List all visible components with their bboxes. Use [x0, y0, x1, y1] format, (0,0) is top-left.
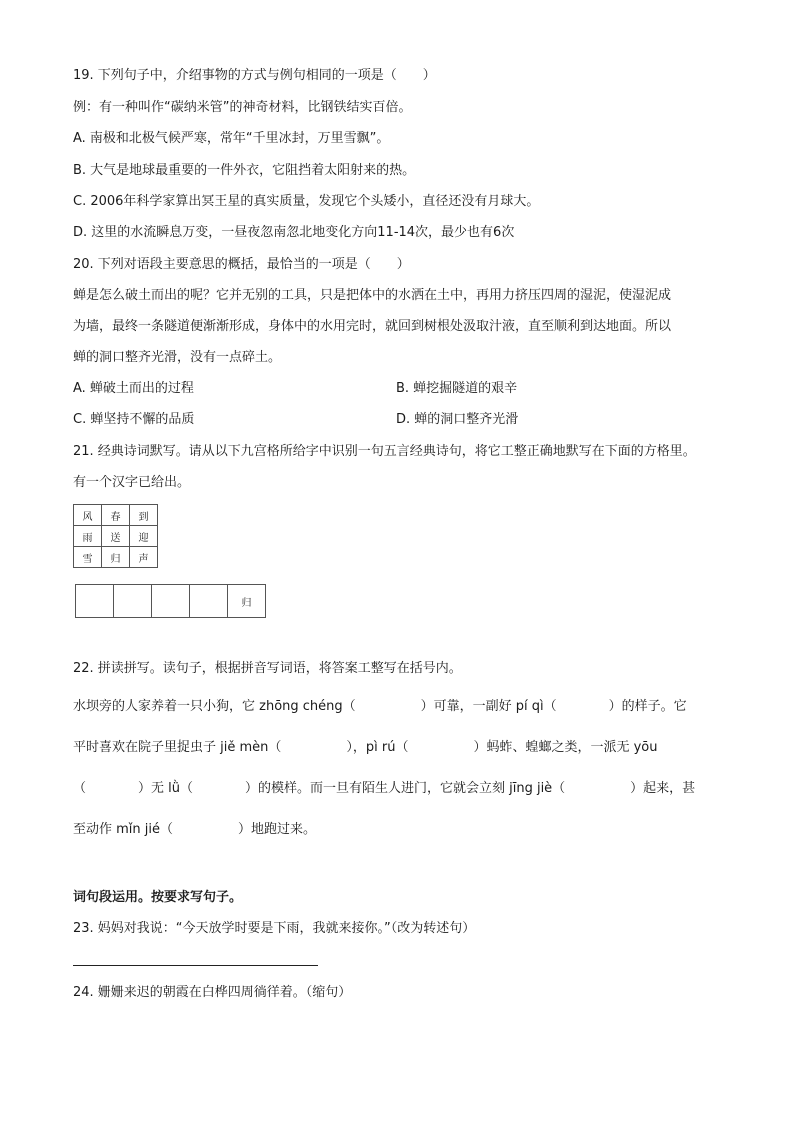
q22-title: 22. 拼读拼写。读句子，根据拼音写词语，将答案工整写在括号内。	[73, 661, 462, 676]
q19-title: 19. 下列句子中，介绍事物的方式与例句相同的一项是（ ）	[73, 68, 436, 83]
q22-line-2: 平时喜欢在院子里捉虫子 jiě mèn（ ），pì rú（ ）蚂蚱、蝗螂之类，一派无 yōu	[73, 740, 658, 755]
q19-option-b: B. 大气是地球最重要的一件外衣，它阻挡着太阳射来的热。	[73, 163, 416, 178]
answer-box[interactable]	[152, 585, 190, 618]
q22-line-1: 水坝旁的人家养着一只小狗，它 zhōng chéng（ ）可靠，一副好 pí qì（ ）的样子。它	[73, 699, 687, 714]
grid-cell: 声	[130, 547, 158, 568]
grid-cell: 迎	[130, 526, 158, 547]
q19-option-d: D. 这里的水流瞬息万变，一昼夜忽南忽北地变化方向11-14次，最少也有6次	[73, 225, 515, 240]
q19-option-a: A. 南极和北极气候严寒，常年“千里冰封，万里雪飘”。	[73, 131, 390, 146]
q20-option-a: A. 蝉破土而出的过程	[73, 381, 194, 396]
answer-box: 归	[228, 585, 266, 618]
grid-cell: 雨	[74, 526, 102, 547]
answer-box[interactable]	[190, 585, 228, 618]
grid-cell: 到	[130, 505, 158, 526]
q22-line-4: 至动作 mǐn jié（ ）地跑过来。	[73, 822, 317, 837]
grid-cell: 送	[102, 526, 130, 547]
q21-subtitle: 有一个汉字已给出。	[73, 475, 191, 490]
answer-box[interactable]	[114, 585, 152, 618]
q23-text: 23. 妈妈对我说：“今天放学时要是下雨，我就来接你。”（改为转述句）	[73, 921, 476, 936]
q20-title: 20. 下列对语段主要意思的概括，最恰当的一项是（ ）	[73, 257, 410, 272]
grid-cell: 雪	[74, 547, 102, 568]
q19-option-c: C. 2006年科学家算出冥王星的真实质量，发现它个头矮小，直径还没有月球大。	[73, 194, 540, 209]
q24-text: 24. 姗姗来迟的朝霞在白桦四周徜徉着。（缩句）	[73, 985, 352, 1000]
grid-cell: 春	[102, 505, 130, 526]
q20-paragraph-line-3: 蝉的洞口整齐光滑，没有一点碎土。	[73, 350, 282, 365]
q21-title: 21. 经典诗词默写。请从以下九宫格所给字中识别一句五言经典诗句，将它工整正确地默写在下面的方格里。	[73, 444, 696, 459]
q20-option-d: D. 蝉的洞口整齐光滑	[396, 412, 519, 427]
grid-cell: 归	[102, 547, 130, 568]
q22-line-3: （ ）无 lǜ（ ）的模样。而一旦有陌生人进门，它就会立刻 jīng jiè（ ）起来，甚	[73, 781, 696, 796]
q20-paragraph-line-1: 蝉是怎么破土而出的呢？它并无别的工具，只是把体中的水洒在土中，再用力挤压四周的湿泥，使湿泥成	[73, 288, 672, 303]
q20-paragraph-line-2: 为墙，最终一条隧道便渐渐形成，身体中的水用完时，就回到树根处汲取汁液，直至顺利到达地面。所以	[73, 319, 672, 334]
q20-option-b: B. 蝉挖掘隧道的艰辛	[396, 381, 518, 396]
answer-line	[73, 965, 318, 966]
q20-option-c: C. 蝉坚持不懈的品质	[73, 412, 195, 427]
q19-example: 例：有一种叫作“碳纳米管”的神奇材料，比钢铁结实百倍。	[73, 100, 412, 115]
grid-cell: 风	[74, 505, 102, 526]
answer-boxes	[75, 584, 266, 618]
nine-grid	[73, 504, 158, 568]
section-heading: 词句段运用。按要求写句子。	[73, 890, 243, 905]
answer-box[interactable]	[76, 585, 114, 618]
